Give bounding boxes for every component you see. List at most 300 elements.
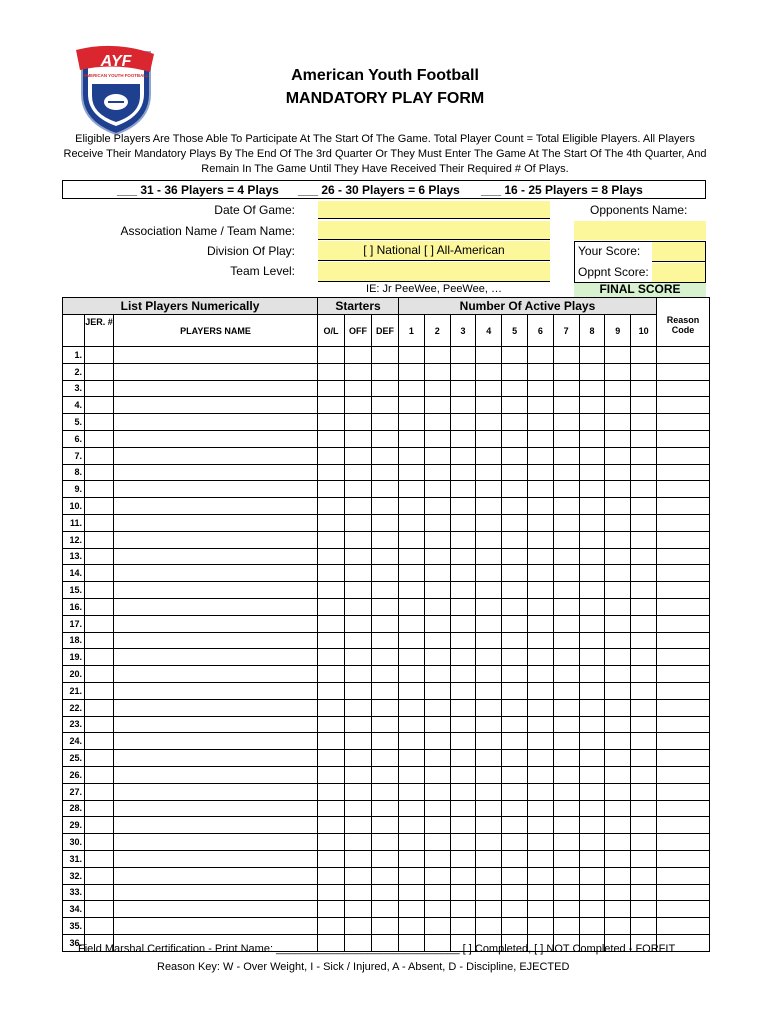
play-3-cell[interactable] [450,430,476,447]
play-4-cell[interactable] [476,514,502,531]
reason-code-cell[interactable] [656,817,709,834]
jersey-cell[interactable] [85,347,114,364]
play-5-cell[interactable] [502,901,528,918]
play-2-cell[interactable] [424,817,450,834]
def-cell[interactable] [372,565,399,582]
play-10-cell[interactable] [631,666,657,683]
reason-code-cell[interactable] [656,800,709,817]
play-2-cell[interactable] [424,850,450,867]
play-9-cell[interactable] [605,867,631,884]
jersey-cell[interactable] [85,632,114,649]
off-cell[interactable] [345,817,372,834]
def-cell[interactable] [372,716,399,733]
play-1-cell[interactable] [399,414,425,431]
play-10-cell[interactable] [631,347,657,364]
off-cell[interactable] [345,414,372,431]
ol-cell[interactable] [318,834,345,851]
play-6-cell[interactable] [527,447,553,464]
play-6-cell[interactable] [527,649,553,666]
def-cell[interactable] [372,531,399,548]
play-1-cell[interactable] [399,884,425,901]
play-8-cell[interactable] [579,716,605,733]
def-cell[interactable] [372,867,399,884]
play-4-cell[interactable] [476,733,502,750]
player-name-cell[interactable] [114,565,318,582]
jersey-cell[interactable] [85,699,114,716]
play-6-cell[interactable] [527,884,553,901]
jersey-cell[interactable] [85,834,114,851]
play-9-cell[interactable] [605,615,631,632]
play-8-cell[interactable] [579,766,605,783]
play-1-cell[interactable] [399,347,425,364]
jersey-cell[interactable] [85,363,114,380]
ol-cell[interactable] [318,548,345,565]
play-3-cell[interactable] [450,834,476,851]
play-3-cell[interactable] [450,380,476,397]
jersey-cell[interactable] [85,766,114,783]
play-4-cell[interactable] [476,716,502,733]
off-cell[interactable] [345,884,372,901]
def-cell[interactable] [372,918,399,935]
player-name-cell[interactable] [114,817,318,834]
play-9-cell[interactable] [605,514,631,531]
play-1-cell[interactable] [399,531,425,548]
play-6-cell[interactable] [527,582,553,599]
play-5-cell[interactable] [502,699,528,716]
your-score-field[interactable] [652,242,705,262]
ol-cell[interactable] [318,666,345,683]
play-3-cell[interactable] [450,682,476,699]
off-cell[interactable] [345,800,372,817]
play-3-cell[interactable] [450,464,476,481]
play-9-cell[interactable] [605,766,631,783]
play-6-cell[interactable] [527,766,553,783]
play-4-cell[interactable] [476,901,502,918]
play-10-cell[interactable] [631,850,657,867]
off-cell[interactable] [345,582,372,599]
play-1-cell[interactable] [399,800,425,817]
play-6-cell[interactable] [527,750,553,767]
play-10-cell[interactable] [631,498,657,515]
play-6-cell[interactable] [527,867,553,884]
opponents-field[interactable] [574,221,706,240]
reason-code-cell[interactable] [656,548,709,565]
player-name-cell[interactable] [114,447,318,464]
play-9-cell[interactable] [605,884,631,901]
play-10-cell[interactable] [631,531,657,548]
play-10-cell[interactable] [631,766,657,783]
player-name-cell[interactable] [114,834,318,851]
play-6-cell[interactable] [527,498,553,515]
play-3-cell[interactable] [450,783,476,800]
jersey-cell[interactable] [85,481,114,498]
play-5-cell[interactable] [502,682,528,699]
play-7-cell[interactable] [553,582,579,599]
play-2-cell[interactable] [424,666,450,683]
play-2-cell[interactable] [424,363,450,380]
play-3-cell[interactable] [450,582,476,599]
play-5-cell[interactable] [502,817,528,834]
play-6-cell[interactable] [527,817,553,834]
play-1-cell[interactable] [399,699,425,716]
player-name-cell[interactable] [114,884,318,901]
play-7-cell[interactable] [553,363,579,380]
play-3-cell[interactable] [450,498,476,515]
play-6-cell[interactable] [527,414,553,431]
play-8-cell[interactable] [579,447,605,464]
play-7-cell[interactable] [553,850,579,867]
play-5-cell[interactable] [502,430,528,447]
play-1-cell[interactable] [399,733,425,750]
jersey-cell[interactable] [85,901,114,918]
jersey-cell[interactable] [85,447,114,464]
play-10-cell[interactable] [631,884,657,901]
play-8-cell[interactable] [579,582,605,599]
def-cell[interactable] [372,615,399,632]
ol-cell[interactable] [318,531,345,548]
off-cell[interactable] [345,716,372,733]
reason-code-cell[interactable] [656,514,709,531]
play-9-cell[interactable] [605,565,631,582]
play-2-cell[interactable] [424,649,450,666]
play-3-cell[interactable] [450,884,476,901]
player-name-cell[interactable] [114,716,318,733]
play-9-cell[interactable] [605,733,631,750]
play-1-cell[interactable] [399,498,425,515]
play-4-cell[interactable] [476,918,502,935]
off-cell[interactable] [345,918,372,935]
play-5-cell[interactable] [502,598,528,615]
ol-cell[interactable] [318,447,345,464]
player-name-cell[interactable] [114,514,318,531]
play-5-cell[interactable] [502,380,528,397]
play-10-cell[interactable] [631,834,657,851]
play-5-cell[interactable] [502,800,528,817]
play-8-cell[interactable] [579,867,605,884]
play-9-cell[interactable] [605,498,631,515]
play-6-cell[interactable] [527,632,553,649]
play-6-cell[interactable] [527,901,553,918]
def-cell[interactable] [372,682,399,699]
play-6-cell[interactable] [527,481,553,498]
jersey-cell[interactable] [85,733,114,750]
def-cell[interactable] [372,834,399,851]
play-5-cell[interactable] [502,918,528,935]
def-cell[interactable] [372,397,399,414]
play-7-cell[interactable] [553,430,579,447]
jersey-cell[interactable] [85,750,114,767]
play-8-cell[interactable] [579,699,605,716]
off-cell[interactable] [345,430,372,447]
jersey-cell[interactable] [85,514,114,531]
off-cell[interactable] [345,347,372,364]
play-10-cell[interactable] [631,615,657,632]
def-cell[interactable] [372,498,399,515]
play-4-cell[interactable] [476,397,502,414]
play-2-cell[interactable] [424,397,450,414]
play-2-cell[interactable] [424,582,450,599]
play-8-cell[interactable] [579,632,605,649]
def-cell[interactable] [372,598,399,615]
play-7-cell[interactable] [553,514,579,531]
play-3-cell[interactable] [450,481,476,498]
play-7-cell[interactable] [553,682,579,699]
def-cell[interactable] [372,699,399,716]
play-8-cell[interactable] [579,363,605,380]
play-2-cell[interactable] [424,834,450,851]
ol-cell[interactable] [318,884,345,901]
play-1-cell[interactable] [399,632,425,649]
play-6-cell[interactable] [527,783,553,800]
play-10-cell[interactable] [631,918,657,935]
ol-cell[interactable] [318,817,345,834]
play-7-cell[interactable] [553,615,579,632]
play-2-cell[interactable] [424,632,450,649]
play-7-cell[interactable] [553,380,579,397]
off-cell[interactable] [345,750,372,767]
def-cell[interactable] [372,884,399,901]
play-9-cell[interactable] [605,632,631,649]
ol-cell[interactable] [318,682,345,699]
def-cell[interactable] [372,582,399,599]
play-4-cell[interactable] [476,531,502,548]
play-10-cell[interactable] [631,447,657,464]
play-5-cell[interactable] [502,834,528,851]
play-4-cell[interactable] [476,817,502,834]
def-cell[interactable] [372,733,399,750]
play-4-cell[interactable] [476,682,502,699]
player-name-cell[interactable] [114,649,318,666]
play-5-cell[interactable] [502,766,528,783]
jersey-cell[interactable] [85,783,114,800]
play-10-cell[interactable] [631,514,657,531]
off-cell[interactable] [345,380,372,397]
play-3-cell[interactable] [450,867,476,884]
play-7-cell[interactable] [553,800,579,817]
play-8-cell[interactable] [579,682,605,699]
play-4-cell[interactable] [476,414,502,431]
play-7-cell[interactable] [553,531,579,548]
ol-cell[interactable] [318,481,345,498]
play-3-cell[interactable] [450,716,476,733]
def-cell[interactable] [372,481,399,498]
play-6-cell[interactable] [527,397,553,414]
play-10-cell[interactable] [631,733,657,750]
play-3-cell[interactable] [450,918,476,935]
play-4-cell[interactable] [476,498,502,515]
ol-cell[interactable] [318,363,345,380]
ol-cell[interactable] [318,430,345,447]
reason-code-cell[interactable] [656,363,709,380]
play-3-cell[interactable] [450,414,476,431]
play-9-cell[interactable] [605,783,631,800]
play-5-cell[interactable] [502,414,528,431]
play-9-cell[interactable] [605,481,631,498]
jersey-cell[interactable] [85,397,114,414]
play-5-cell[interactable] [502,733,528,750]
play-1-cell[interactable] [399,548,425,565]
play-8-cell[interactable] [579,834,605,851]
play-3-cell[interactable] [450,850,476,867]
play-5-cell[interactable] [502,666,528,683]
play-5-cell[interactable] [502,850,528,867]
ol-cell[interactable] [318,750,345,767]
play-2-cell[interactable] [424,498,450,515]
play-9-cell[interactable] [605,918,631,935]
play-10-cell[interactable] [631,397,657,414]
play-4-cell[interactable] [476,447,502,464]
reason-code-cell[interactable] [656,884,709,901]
def-cell[interactable] [372,750,399,767]
play-3-cell[interactable] [450,750,476,767]
play-8-cell[interactable] [579,430,605,447]
reason-code-cell[interactable] [656,447,709,464]
play-5-cell[interactable] [502,867,528,884]
play-2-cell[interactable] [424,514,450,531]
play-1-cell[interactable] [399,682,425,699]
play-7-cell[interactable] [553,716,579,733]
play-5-cell[interactable] [502,447,528,464]
play-2-cell[interactable] [424,733,450,750]
play-5-cell[interactable] [502,481,528,498]
play-8-cell[interactable] [579,397,605,414]
off-cell[interactable] [345,598,372,615]
player-name-cell[interactable] [114,414,318,431]
play-2-cell[interactable] [424,716,450,733]
ol-cell[interactable] [318,632,345,649]
rule-26-30[interactable]: ___ 26 - 30 Players = 6 Plays [298,183,460,197]
reason-code-cell[interactable] [656,901,709,918]
reason-code-cell[interactable] [656,632,709,649]
play-9-cell[interactable] [605,817,631,834]
def-cell[interactable] [372,850,399,867]
play-4-cell[interactable] [476,380,502,397]
play-10-cell[interactable] [631,901,657,918]
play-7-cell[interactable] [553,817,579,834]
reason-code-cell[interactable] [656,834,709,851]
off-cell[interactable] [345,565,372,582]
def-cell[interactable] [372,363,399,380]
play-4-cell[interactable] [476,699,502,716]
play-6-cell[interactable] [527,918,553,935]
play-1-cell[interactable] [399,565,425,582]
play-6-cell[interactable] [527,716,553,733]
jersey-cell[interactable] [85,817,114,834]
off-cell[interactable] [345,682,372,699]
play-3-cell[interactable] [450,531,476,548]
off-cell[interactable] [345,766,372,783]
play-10-cell[interactable] [631,632,657,649]
play-7-cell[interactable] [553,565,579,582]
play-5-cell[interactable] [502,363,528,380]
rule-31-36[interactable]: ___ 31 - 36 Players = 4 Plays [117,183,279,197]
play-2-cell[interactable] [424,481,450,498]
def-cell[interactable] [372,464,399,481]
player-name-cell[interactable] [114,363,318,380]
player-name-cell[interactable] [114,733,318,750]
play-10-cell[interactable] [631,414,657,431]
play-5-cell[interactable] [502,716,528,733]
play-10-cell[interactable] [631,716,657,733]
play-9-cell[interactable] [605,363,631,380]
play-9-cell[interactable] [605,582,631,599]
play-7-cell[interactable] [553,414,579,431]
play-4-cell[interactable] [476,548,502,565]
ol-cell[interactable] [318,699,345,716]
oppnt-score-field[interactable] [652,263,705,282]
play-8-cell[interactable] [579,531,605,548]
play-1-cell[interactable] [399,363,425,380]
play-8-cell[interactable] [579,750,605,767]
play-7-cell[interactable] [553,766,579,783]
ol-cell[interactable] [318,733,345,750]
def-cell[interactable] [372,766,399,783]
reason-code-cell[interactable] [656,347,709,364]
play-8-cell[interactable] [579,598,605,615]
play-8-cell[interactable] [579,498,605,515]
play-5-cell[interactable] [502,514,528,531]
player-name-cell[interactable] [114,666,318,683]
play-10-cell[interactable] [631,783,657,800]
play-6-cell[interactable] [527,834,553,851]
play-3-cell[interactable] [450,632,476,649]
play-7-cell[interactable] [553,649,579,666]
ol-cell[interactable] [318,716,345,733]
player-name-cell[interactable] [114,867,318,884]
play-9-cell[interactable] [605,834,631,851]
player-name-cell[interactable] [114,531,318,548]
play-7-cell[interactable] [553,548,579,565]
play-2-cell[interactable] [424,901,450,918]
play-8-cell[interactable] [579,464,605,481]
play-1-cell[interactable] [399,766,425,783]
player-name-cell[interactable] [114,430,318,447]
play-4-cell[interactable] [476,347,502,364]
play-9-cell[interactable] [605,548,631,565]
off-cell[interactable] [345,834,372,851]
date-field[interactable] [318,201,550,219]
player-name-cell[interactable] [114,615,318,632]
player-name-cell[interactable] [114,632,318,649]
play-7-cell[interactable] [553,699,579,716]
play-6-cell[interactable] [527,733,553,750]
play-2-cell[interactable] [424,615,450,632]
play-7-cell[interactable] [553,733,579,750]
play-6-cell[interactable] [527,548,553,565]
reason-code-cell[interactable] [656,464,709,481]
play-4-cell[interactable] [476,666,502,683]
jersey-cell[interactable] [85,414,114,431]
play-5-cell[interactable] [502,498,528,515]
def-cell[interactable] [372,666,399,683]
play-7-cell[interactable] [553,867,579,884]
player-name-cell[interactable] [114,850,318,867]
play-2-cell[interactable] [424,531,450,548]
def-cell[interactable] [372,783,399,800]
play-9-cell[interactable] [605,447,631,464]
play-2-cell[interactable] [424,918,450,935]
ol-cell[interactable] [318,783,345,800]
ol-cell[interactable] [318,582,345,599]
play-6-cell[interactable] [527,531,553,548]
play-10-cell[interactable] [631,548,657,565]
play-1-cell[interactable] [399,901,425,918]
play-4-cell[interactable] [476,363,502,380]
play-8-cell[interactable] [579,733,605,750]
play-3-cell[interactable] [450,666,476,683]
play-7-cell[interactable] [553,347,579,364]
reason-code-cell[interactable] [656,430,709,447]
